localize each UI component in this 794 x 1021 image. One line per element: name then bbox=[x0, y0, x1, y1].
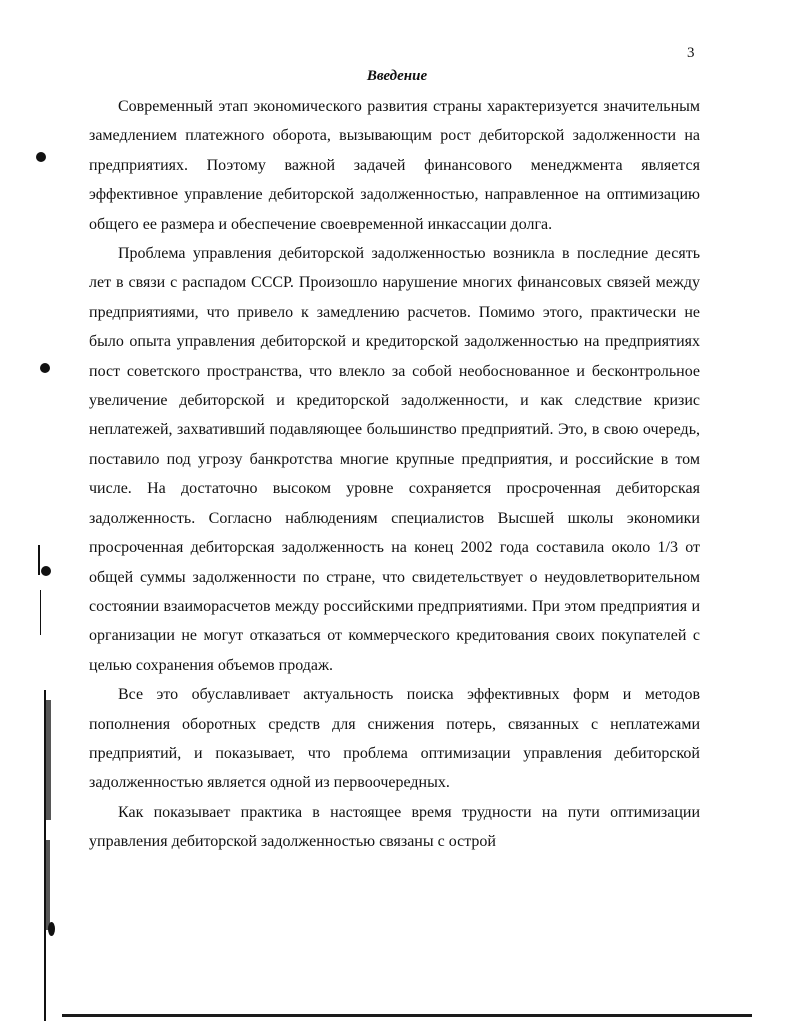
punch-hole-mark bbox=[36, 152, 46, 162]
page-number: 3 bbox=[687, 45, 695, 61]
punch-hole-mark bbox=[40, 363, 50, 373]
body-text bbox=[89, 92, 700, 857]
scan-edge-spot bbox=[48, 922, 55, 936]
scan-edge-shadow bbox=[46, 700, 51, 820]
paragraph-1: Современный этап экономического развития страны характеризуется значительным замедлением платежного оборота, вызывающим рост дебиторской задолженности на предприятиях. Поэтому важной задачей финансового менеджмента является эффективное управление дебиторской задолженностью, направленное на оптимизацию общего ее размера и обеспечение своевременной инкассации долга. bbox=[89, 98, 700, 233]
scan-edge-line bbox=[38, 545, 40, 575]
paragraph-3: Все это обуславливает актуальность поиска эффективных форм и методов пополнения оборотных средств для снижения потерь, связанных с неплатежами предприятий, и показывает, что проблема оптимизации управления дебиторской задолженностью является одной из первоочередных. bbox=[89, 686, 700, 792]
paragraph-2: Проблема управления дебиторской задолженностью возникла в последние десять лет в связи с распадом СССР. Произошло нарушение многих финансовых связей между предприятиями, что привело к замедлению расчетов. Помимо этого, практически не было опыта управления дебиторской и кредиторской задолженностью на предприятиях пост советского пространства, что влекло за собой необоснованное и бесконтрольное увеличение дебиторской и кредиторской задолженности, и как следствие кризис неплатежей, захвативший подавляющее большинство предприятий. Это, в свою очередь, поставило под угрозу банкротства многие крупные предприятия, и российские в том числе. На достаточно высоком уровне сохраняется просроченная дебиторская задолженность. Согласно наблюдениям специалистов Высшей школы экономики просроченная дебиторская задолженность на конец 2002 года составила около 1/3 от общей суммы задолженности по стране, что свидетельствует о неудовлетворительном состоянии взаиморасчетов между российскими предприятиями. При этом предприятия и организации не могут отказаться от коммерческого кредитования своих покупателей с целью сохранения объемов продаж. bbox=[89, 245, 700, 674]
scan-bottom-edge bbox=[62, 1014, 752, 1017]
scan-edge-line bbox=[40, 590, 41, 635]
page-title: Введение bbox=[366, 68, 428, 84]
scan-edge-shadow bbox=[46, 840, 50, 930]
punch-hole-mark bbox=[41, 566, 51, 576]
paragraph-4: Как показывает практика в настоящее время трудности на пути оптимизации управления дебиторской задолженностью связаны с острой bbox=[89, 803, 700, 851]
